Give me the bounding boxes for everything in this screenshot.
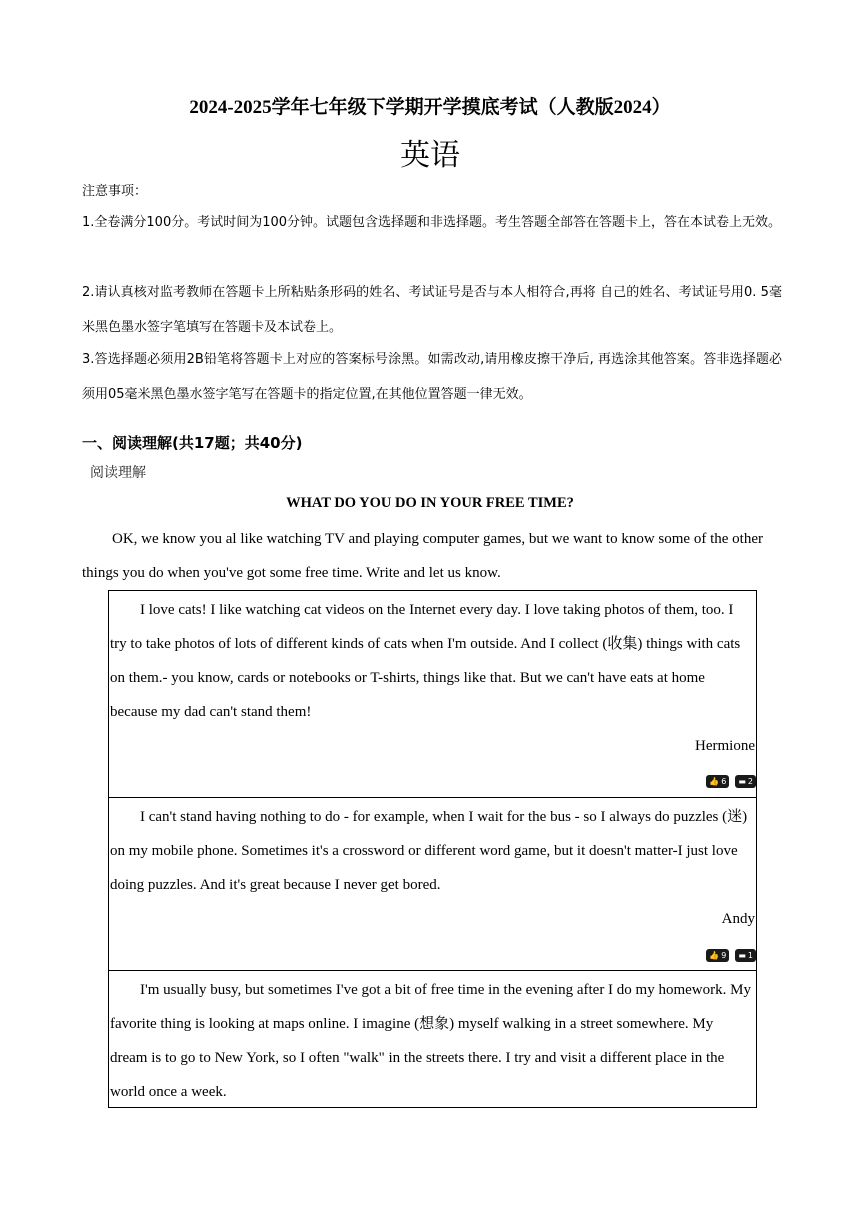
comment-count: 1 xyxy=(747,951,753,960)
post-hermione xyxy=(109,591,756,798)
notice-heading: 注意事项： xyxy=(82,184,148,199)
post-reactions xyxy=(706,775,756,788)
subject-title: 英语 xyxy=(400,138,460,173)
notice-item-3: 3.答选择题必须用2B铅笔将答题卡上对应的答案标号涂黑。如需改动,请用橡皮擦干净后, 再选涂其他答案。答非选择题必须用05毫米黑色墨水签字笔写在答题卡的指定位置,在其他位置答题一律无效。 xyxy=(82,352,782,402)
comment-count: 2 xyxy=(747,777,753,786)
passage-title: WHAT DO YOU DO IN YOUR FREE TIME? xyxy=(286,495,574,511)
post-reactions xyxy=(706,949,756,962)
post-body: I love cats! I like watching cat videos on the Internet every day. I love taking photos of them, too. I try to take photos of lots of different kinds of cats when I'm outside. And I collect (收集) things with cats on them.- you know, cards or notebooks or T-shirts, things like that. But we can't have eats at home because my dad can't stand them! xyxy=(110,602,741,720)
post-andy xyxy=(109,798,756,971)
comment-icon: ▬ xyxy=(738,777,746,786)
thumbs-up-icon: 👍 xyxy=(709,777,720,786)
posts-table xyxy=(108,590,757,1108)
post-author: Hermione xyxy=(695,738,755,754)
post-body: I can't stand having nothing to do - for example, when I wait for the bus - so I always do puzzles (迷) on my mobile phone. Sometimes it's a crossword or different word game, but it doesn't matter-I just love doing puzzles. And it's great because I never get bored. xyxy=(110,809,748,893)
post-body: I'm usually busy, but sometimes I've got a bit of free time in the evening after I do my homework. My favorite thing is looking at maps online. I imagine (想象) myself walking in a street somewhere. My dream is to go to New York, so I often "walk" in the streets there. I try and visit a different place in the world once a week. xyxy=(110,982,751,1100)
like-count: 6 xyxy=(721,777,727,786)
section-title: 一、阅读理解(共17题；共40分) xyxy=(82,434,303,452)
comment-badge xyxy=(735,949,756,962)
notice-item-1: 1.全卷满分100分。考试时间为100分钟。试题包含选择题和非选择题。考生答题全部答在答题卡上，答在本试卷上无效。 xyxy=(82,215,782,230)
like-count: 9 xyxy=(721,951,727,960)
thumbs-up-icon: 👍 xyxy=(709,951,720,960)
like-badge xyxy=(706,775,729,788)
post-third xyxy=(109,971,756,1107)
notice-item-2: 2.请认真核对监考教师在答题卡上所粘贴条形码的姓名、考试证号是否与本人相符合,再将 自己的姓名、考试证号用0. 5毫米黑色墨水签字笔填写在答题卡及本试卷上。 xyxy=(82,285,782,335)
section-subtitle: 阅读理解 xyxy=(90,465,146,481)
passage-intro: OK, we know you al like watching TV and playing computer games, but we want to know some of the other things you do when you've got some free time. Write and let us know. xyxy=(82,531,763,581)
comment-badge xyxy=(735,775,756,788)
like-badge xyxy=(706,949,729,962)
exam-title: 2024-2025学年七年级下学期开学摸底考试（人教版2024） xyxy=(189,97,671,118)
comment-icon: ▬ xyxy=(738,951,746,960)
post-author: Andy xyxy=(721,911,755,927)
